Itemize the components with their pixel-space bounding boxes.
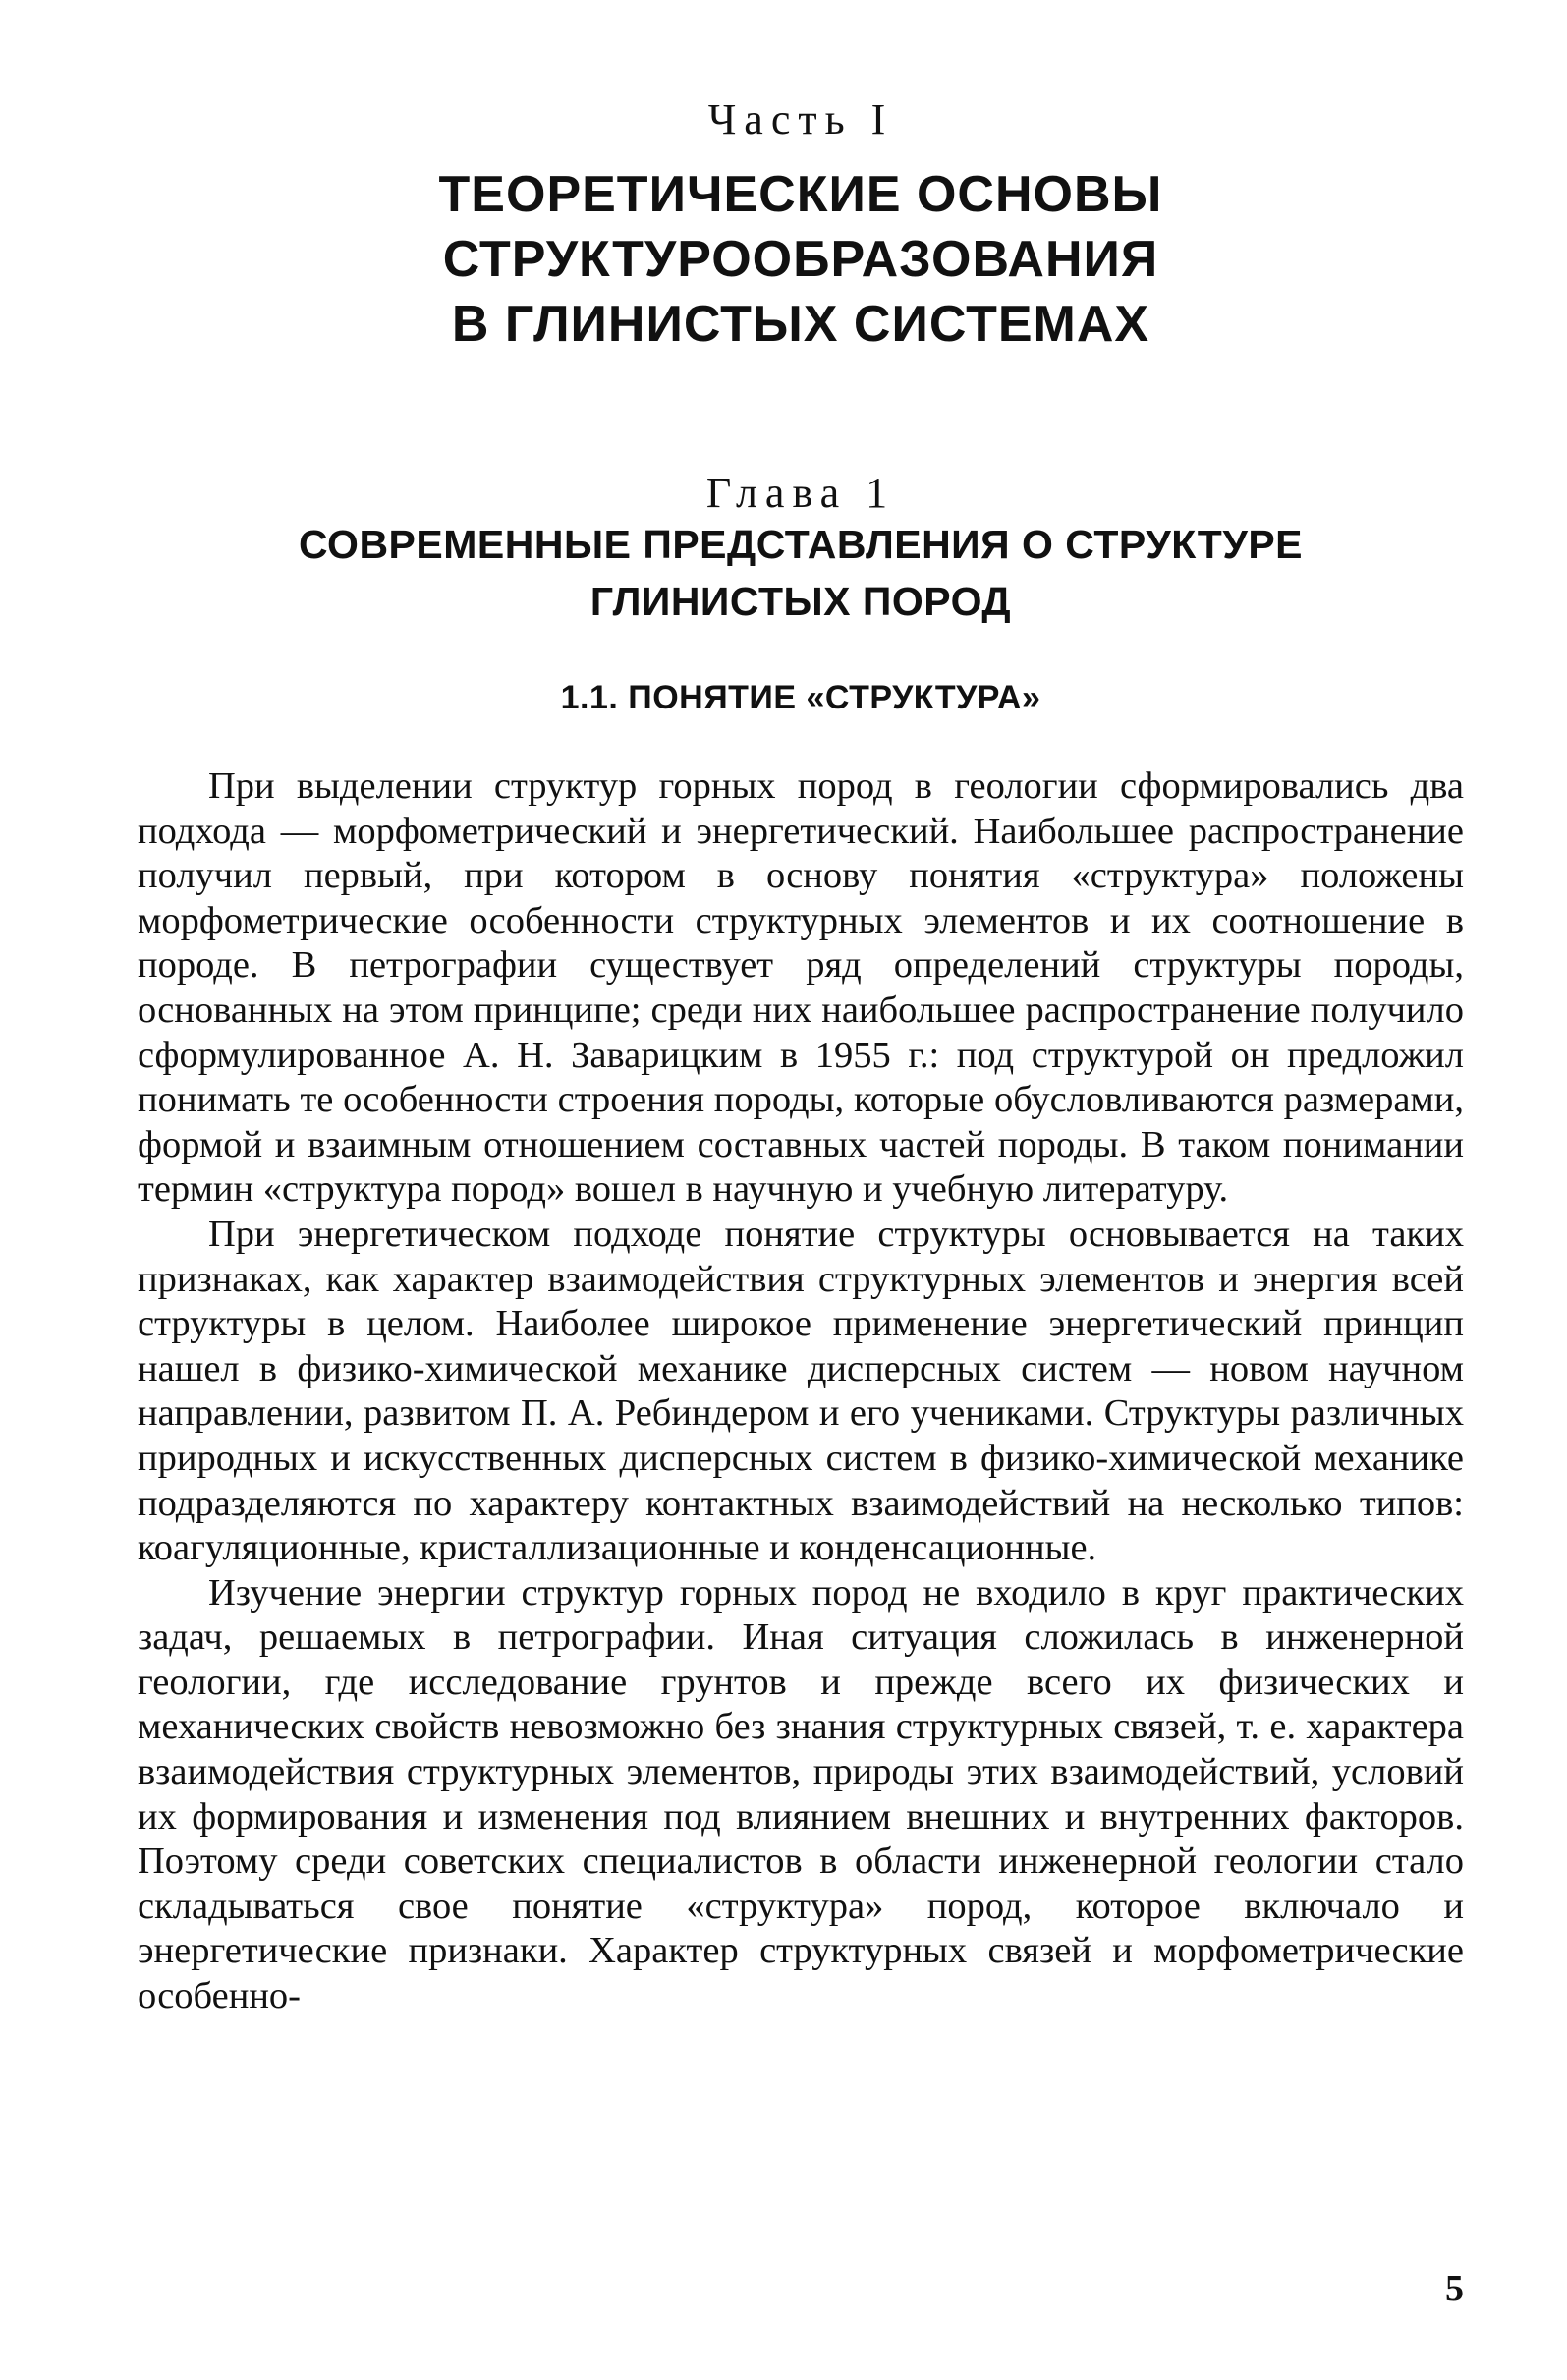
book-page — [138, 0, 1464, 2380]
part-title-line: В ГЛИНИСТЫХ СИСТЕМАХ — [451, 296, 1150, 353]
chapter-title — [138, 516, 1464, 630]
page-number: 5 — [1445, 2268, 1464, 2309]
paragraph: При энергетическом подходе понятие структуры основывается на таких признаках, как характер взаимодействия структурных элементов и энергия всей структуры в целом. Наиболее широкое применение энергетический принцип нашел в физико-химической механике дисперсных систем — новом научном направлении, развитом П. А. Ребиндером и его учениками. Структуры различных природных и искусственных дисперсных систем в физико-химической механике подразделяются по характеру контактных взаимодействий на несколько типов: коагуляционные, кристаллизационные и конденсационные. — [138, 1213, 1464, 1569]
chapter-title-line: ГЛИНИСТЫХ ПОРОД — [589, 579, 1012, 624]
chapter-label: Глава 1 — [705, 469, 896, 517]
part-title — [138, 162, 1464, 357]
part-title-line: СТРУКТУРООБРАЗОВАНИЯ — [442, 231, 1159, 288]
part-title-line: ТЕОРЕТИЧЕСКИЕ ОСНОВЫ — [438, 166, 1163, 223]
paragraph: Изучение энергии структур горных пород не входило в круг практических задач, решаемых в петрографии. Иная ситуация сложилась в инженерной геологии, где исследование грунтов и прежде всего их физических и механических свойств невозможно без знания структурных связей, т. е. характера взаимодействия структурных элементов, природы этих взаимодействий, условий их формирования и изменения под влиянием внешних и внутренних факторов. Поэтому среди советских специалистов в области инженерной геологии стало складываться свое понятие «структура» пород, которое включало и энергетические признаки. Характер структурных связей и морфометрические особенно- — [138, 1571, 1464, 2017]
chapter-title-line: СОВРЕМЕННЫЕ ПРЕДСТАВЛЕНИЯ О СТРУКТУРЕ — [298, 522, 1304, 567]
paragraph: При выделении структур горных пород в геологии сформировались два подхода — морфометрический и энергетический. Наибольшее распространение получил первый, при котором в основу понятия «структура» положены морфометрические особенности структурных элементов и их соотношение в породе. В петрографии существует ряд определений структуры породы, основанных на этом принципе; среди них наибольшее распространение получило сформулированное А. Н. Заварицким в 1955 г.: под структурой он предложил понимать те особенности строения породы, которые обусловливаются размерами, формой и взаимным отношением составных частей породы. В таком понимании термин «структура пород» вошел в научную и учебную литературу. — [138, 765, 1464, 1211]
body-text — [138, 765, 1464, 2019]
section-title: 1.1. ПОНЯТИЕ «СТРУКТУРА» — [560, 679, 1041, 716]
part-label: Часть I — [707, 95, 894, 143]
